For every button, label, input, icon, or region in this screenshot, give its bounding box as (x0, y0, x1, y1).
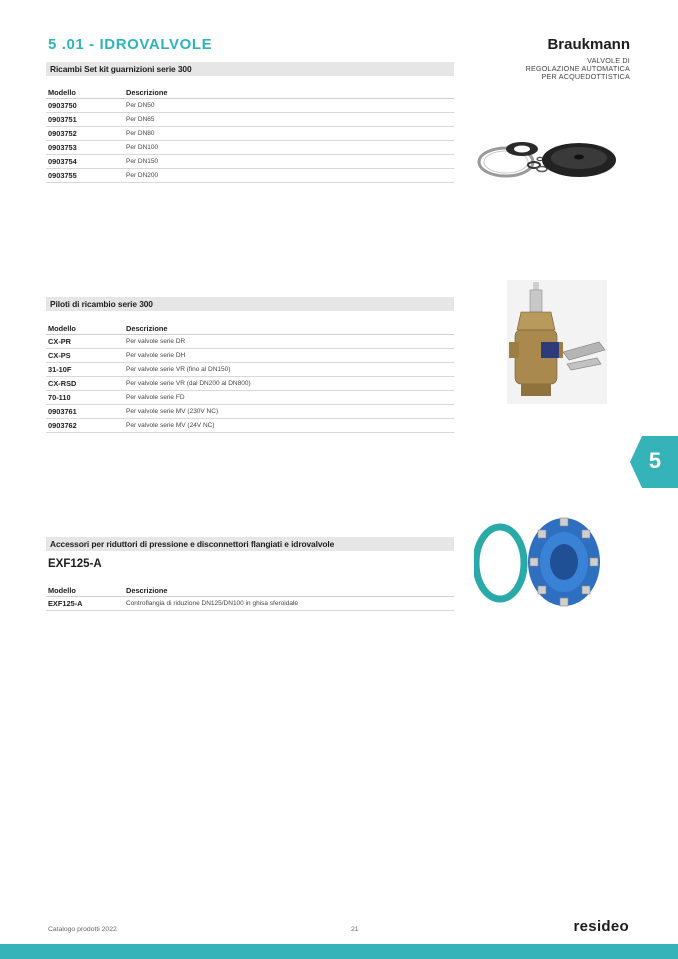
table-row (46, 363, 454, 377)
col-header-description: Descrizione (124, 319, 454, 335)
chapter-tab-label: 5 (648, 448, 662, 473)
table-row (46, 597, 454, 611)
col-header-model: Modello (46, 319, 124, 335)
section-bar-accessories: Accessori per riduttori di pressione e disconnettori flangiati e idrovalvole (46, 537, 454, 551)
brand-subtitle (526, 57, 630, 81)
table-row (46, 419, 454, 433)
table-header-row (46, 581, 454, 597)
model-code: 70-110 (46, 391, 124, 405)
catalog-label: Catalogo prodotti 2022 (48, 926, 117, 933)
table-pilots (46, 319, 454, 433)
model-code: 0903752 (46, 127, 124, 141)
bottom-accent-bar (0, 944, 678, 959)
table-row (46, 405, 454, 419)
description: Per DN50 (124, 99, 454, 113)
product-subheading: EXF125-A (48, 558, 102, 570)
pilot-valve-image (507, 280, 607, 404)
model-code: 0903762 (46, 419, 124, 433)
description: Per valvole serie VR (dal DN200 al DN800) (124, 377, 454, 391)
description: Per DN65 (124, 113, 454, 127)
table-accessories (46, 581, 454, 611)
description: Per valvole serie DR (124, 335, 454, 349)
section-bar-gasket-kits: Ricambi Set kit guarnizioni serie 300 (46, 62, 454, 76)
description: Per valvole serie VR (fino al DN150) (124, 363, 454, 377)
table-row (46, 349, 454, 363)
model-code: CX-RSD (46, 377, 124, 391)
col-header-model: Modello (46, 83, 124, 99)
table-row (46, 127, 454, 141)
table-header-row (46, 83, 454, 99)
description: Per DN100 (124, 141, 454, 155)
table-row (46, 113, 454, 127)
model-code: 0903761 (46, 405, 124, 419)
flange-image (474, 512, 606, 612)
description: Per valvole serie FD (124, 391, 454, 405)
brand-subtitle-line: REGOLAZIONE AUTOMATICA (525, 64, 630, 73)
table-row (46, 99, 454, 113)
brand-subtitle-line: VALVOLE DI (587, 56, 630, 65)
model-code: 0903754 (46, 155, 124, 169)
table-row (46, 169, 454, 183)
col-header-description: Descrizione (124, 83, 454, 99)
table-row (46, 155, 454, 169)
model-code: 0903751 (46, 113, 124, 127)
brand-name: Braukmann (547, 36, 630, 53)
model-code: 0903750 (46, 99, 124, 113)
description: Per valvole serie DH (124, 349, 454, 363)
model-code: CX-PS (46, 349, 124, 363)
col-header-model: Modello (46, 581, 124, 597)
table-row (46, 391, 454, 405)
description: Per valvole serie MV (24V NC) (124, 419, 454, 433)
description: Per DN150 (124, 155, 454, 169)
table-row (46, 141, 454, 155)
model-code: CX-PR (46, 335, 124, 349)
model-code: 0903755 (46, 169, 124, 183)
chapter-title: 5 .01 - IDROVALVOLE (48, 36, 213, 53)
table-row (46, 377, 454, 391)
resideo-logo: resideo (573, 918, 629, 935)
model-code: 31-10F (46, 363, 124, 377)
model-code: 0903753 (46, 141, 124, 155)
col-header-description: Descrizione (124, 581, 454, 597)
section-bar-pilots: Piloti di ricambio serie 300 (46, 297, 454, 311)
model-code: EXF125-A (46, 597, 124, 611)
page-number: 21 (351, 926, 359, 933)
description: Per DN200 (124, 169, 454, 183)
description: Per DN80 (124, 127, 454, 141)
table-gasket-kits (46, 83, 454, 183)
brand-subtitle-line: PER ACQUEDOTTISTICA (541, 72, 630, 81)
description: Controflangia di riduzione DN125/DN100 in ghisa sferoidale (124, 597, 454, 611)
table-row (46, 335, 454, 349)
table-header-row (46, 319, 454, 335)
description: Per valvole serie MV (230V NC) (124, 405, 454, 419)
gasket-kit-image (476, 132, 618, 186)
